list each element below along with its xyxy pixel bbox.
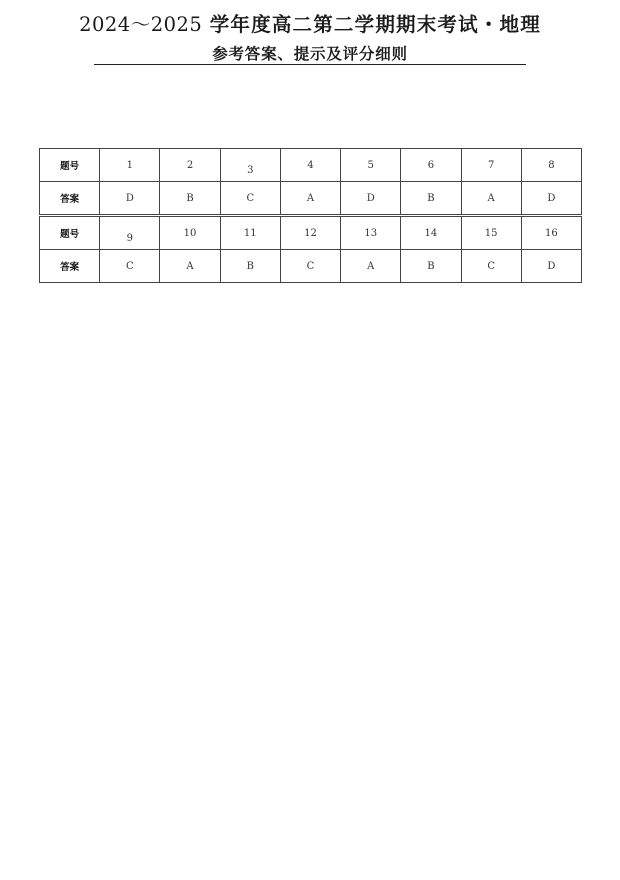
answer-cell: A xyxy=(160,250,220,283)
answer-row xyxy=(40,250,582,283)
answer-cell: C xyxy=(461,250,521,283)
answer-row xyxy=(40,182,582,216)
question-number: 13 xyxy=(341,216,401,250)
answer-cell: B xyxy=(220,250,280,283)
question-number: 11 xyxy=(220,216,280,250)
question-number: 8 xyxy=(521,149,581,182)
question-label: 题号 xyxy=(40,216,100,250)
answer-cell: A xyxy=(280,182,340,216)
question-number: 16 xyxy=(521,216,581,250)
answer-cell: B xyxy=(401,182,461,216)
answer-cell: B xyxy=(160,182,220,216)
exam-title xyxy=(0,9,620,37)
question-number: 12 xyxy=(280,216,340,250)
question-number: 9 xyxy=(100,216,160,250)
question-number-row xyxy=(40,149,582,182)
exam-name: 学年度高二第二学期期末考试・地理 xyxy=(209,13,541,36)
answer-cell: C xyxy=(280,250,340,283)
header-rule xyxy=(94,64,526,65)
answer-cell: D xyxy=(521,182,581,216)
page-subtitle: 参考答案、提示及评分细则 xyxy=(212,45,408,63)
answer-cell: D xyxy=(521,250,581,283)
answer-table xyxy=(39,148,582,283)
question-number: 1 xyxy=(100,149,160,182)
answer-label: 答案 xyxy=(40,182,100,216)
question-number-row xyxy=(40,216,582,250)
answer-cell: D xyxy=(100,182,160,216)
answer-cell: A xyxy=(461,182,521,216)
answer-cell: B xyxy=(401,250,461,283)
answer-cell: C xyxy=(220,182,280,216)
question-number: 14 xyxy=(401,216,461,250)
answer-cell: A xyxy=(341,250,401,283)
question-label: 题号 xyxy=(40,149,100,182)
answer-label: 答案 xyxy=(40,250,100,283)
answer-cell: C xyxy=(100,250,160,283)
question-number: 6 xyxy=(401,149,461,182)
question-number: 5 xyxy=(341,149,401,182)
question-number: 10 xyxy=(160,216,220,250)
question-number: 2 xyxy=(160,149,220,182)
question-number: 7 xyxy=(461,149,521,182)
question-number: 15 xyxy=(461,216,521,250)
exam-year: 2024～2025 xyxy=(79,13,203,36)
question-number: 3 xyxy=(220,149,280,182)
question-number: 4 xyxy=(280,149,340,182)
answer-cell: D xyxy=(341,182,401,216)
